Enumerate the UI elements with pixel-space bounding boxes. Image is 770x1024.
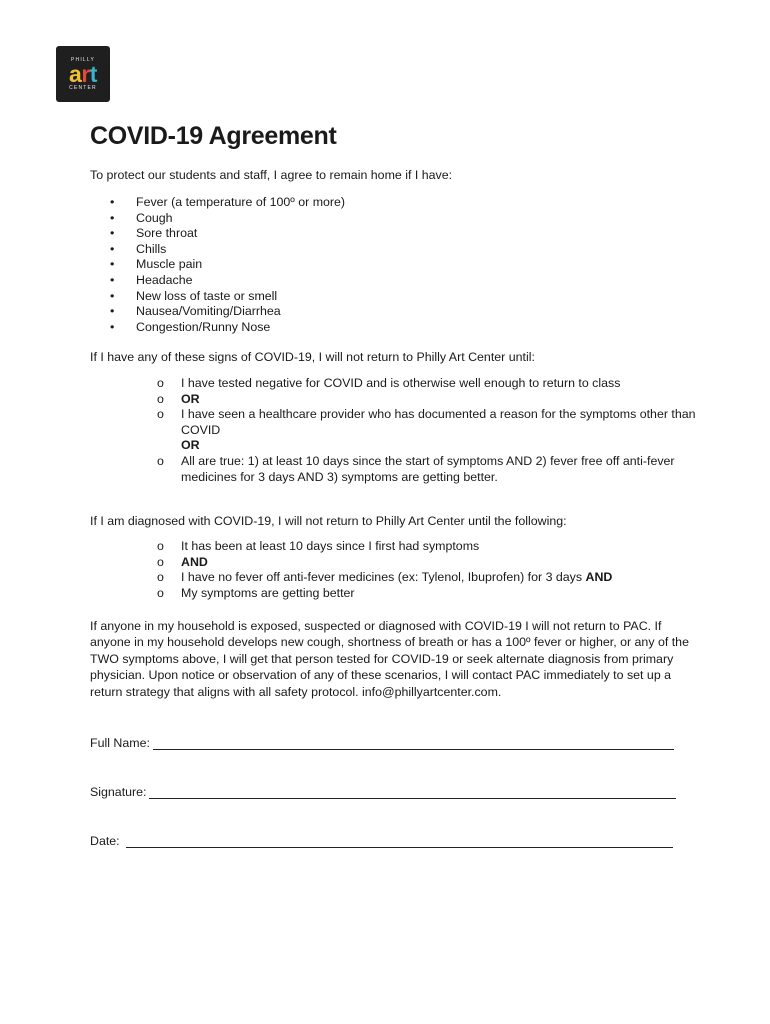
list-item: • Cough (110, 210, 173, 225)
date-label: Date: (90, 834, 120, 848)
intro-text: To protect our students and staff, I agree to remain home if I have: (90, 168, 453, 182)
diagnosed-conditions-list (157, 539, 677, 601)
list-item: o It has been at least 10 days since I first had symptoms (157, 539, 480, 553)
return-conditions-list (157, 376, 697, 485)
signature-field[interactable] (90, 784, 676, 799)
diagnosed-heading: If I am diagnosed with COVID-19, I will not return to Philly Art Center until the following: (90, 514, 567, 528)
signs-heading: If I have any of these signs of COVID-19, I will not return to Philly Art Center until: (90, 350, 535, 364)
list-item: • Congestion/Runny Nose (110, 319, 271, 334)
logo-word: art (69, 61, 97, 87)
list-item: • Muscle pain (110, 257, 203, 272)
list-item: • Sore throat (110, 226, 198, 241)
list-item: o My symptoms are getting better (157, 585, 355, 600)
list-item: o AND (157, 554, 208, 569)
list-item: • Headache (110, 272, 193, 287)
page-title: COVID-19 Agreement (90, 122, 337, 150)
list-item: • Chills (110, 241, 167, 256)
list-item: • Nausea/Vomiting/Diarrhea (110, 304, 281, 319)
full-name-line[interactable] (153, 735, 674, 750)
logo-top-text: PHILLY (70, 57, 96, 63)
full-name-label: Full Name: (90, 736, 150, 750)
list-item: • Fever (a temperature of 100º or more) (110, 195, 346, 209)
date-field[interactable] (90, 833, 673, 848)
list-item: o I have tested negative for COVID and is otherwise well enough to return to class (157, 376, 621, 390)
philly-art-center-logo (56, 46, 110, 102)
household-paragraph: If anyone in my household is exposed, suspected or diagnosed with COVID-19 I will not return to PAC. If anyone in my household develops new cough, shortness of breath or has a 100º fever or higher, or any of the TWO symptoms above, I will get that person tested for COVID-19 or seek alternate diagnosis from primary physician. Upon notice or observation of any of these scenarios, I will contact PAC immediately to set up a return strategy that aligns with all safety protocol. info@phillyartcenter.com. (90, 619, 689, 699)
list-item: OR (181, 438, 200, 453)
date-line[interactable] (126, 833, 673, 848)
symptom-list (110, 195, 345, 335)
list-item: o All are true: 1) at least 10 days since the start of symptoms AND 2) fever free off anti-fever medicines for 3 days AND 3) symptoms are getting better. (157, 453, 675, 484)
signature-label: Signature: (90, 785, 147, 799)
list-item: o OR (157, 391, 200, 406)
signature-line[interactable] (149, 784, 676, 799)
list-item: o I have seen a healthcare provider who has documented a reason for the symptoms other than COVID (157, 407, 696, 437)
list-item: o I have no fever off anti-fever medicines (ex: Tylenol, Ibuprofen) for 3 days AND (157, 570, 613, 585)
logo-bottom-text: CENTER (69, 85, 97, 91)
full-name-field[interactable] (90, 735, 674, 750)
list-item: • New loss of taste or smell (110, 288, 278, 303)
